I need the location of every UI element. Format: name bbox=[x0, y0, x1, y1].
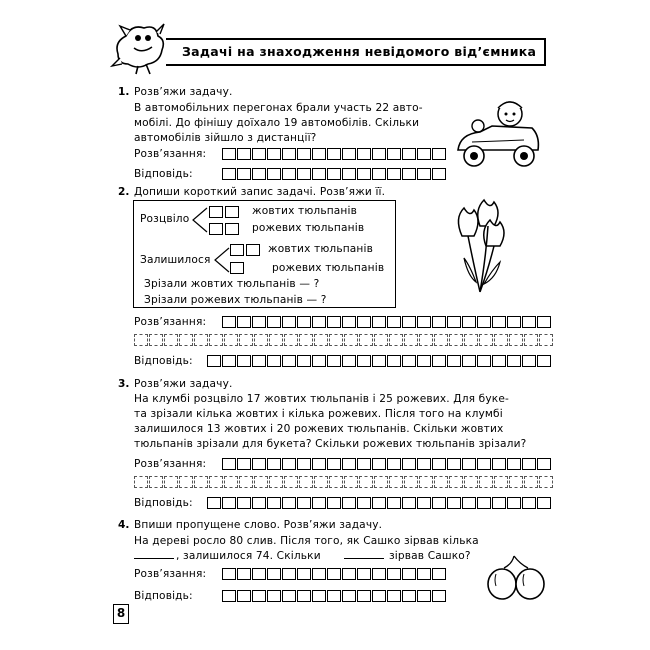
grid-cell[interactable] bbox=[374, 476, 388, 488]
grid-cell[interactable] bbox=[282, 355, 296, 367]
grid-cell[interactable] bbox=[402, 590, 416, 602]
grid-cell[interactable] bbox=[179, 334, 193, 346]
grid-cell[interactable] bbox=[269, 334, 283, 346]
grid-cell[interactable] bbox=[327, 458, 341, 470]
grid-cell[interactable] bbox=[237, 590, 251, 602]
grid-cell[interactable] bbox=[492, 355, 506, 367]
task1-answer-label: Відповідь: bbox=[134, 168, 193, 180]
grid-cell[interactable] bbox=[269, 476, 283, 488]
grid-cell[interactable] bbox=[432, 590, 446, 602]
grid-cell[interactable] bbox=[432, 148, 446, 160]
task2-instruction: Допиши короткий запис задачі. Розв’яжи її. bbox=[134, 186, 386, 198]
grid-cell[interactable] bbox=[327, 568, 341, 580]
grid-cell[interactable] bbox=[299, 476, 313, 488]
grid-cell[interactable] bbox=[357, 458, 371, 470]
page-number: 8 bbox=[113, 604, 129, 624]
grid-cell[interactable] bbox=[267, 568, 281, 580]
grid-cell[interactable] bbox=[267, 168, 281, 180]
grid-cell[interactable] bbox=[342, 355, 356, 367]
grid-cell[interactable] bbox=[447, 497, 461, 509]
grid-cell[interactable] bbox=[297, 497, 311, 509]
grid-cell[interactable] bbox=[387, 316, 401, 328]
grid-cell[interactable] bbox=[297, 316, 311, 328]
grid-cell[interactable] bbox=[282, 148, 296, 160]
grid-cell[interactable] bbox=[224, 476, 238, 488]
grid-cell[interactable] bbox=[372, 458, 386, 470]
grid-cell[interactable] bbox=[254, 476, 268, 488]
cut-yellow-line: Зрізали жовтих тюльпанів — ? bbox=[144, 278, 320, 290]
dragon-mascot-icon bbox=[108, 14, 170, 76]
left-red-cell[interactable] bbox=[230, 262, 244, 274]
left-yellow-cell[interactable] bbox=[230, 244, 244, 256]
grid-cell[interactable] bbox=[464, 476, 478, 488]
grid-cell[interactable] bbox=[237, 497, 251, 509]
grid-cell[interactable] bbox=[387, 355, 401, 367]
grid-cell[interactable] bbox=[387, 168, 401, 180]
grid-cell[interactable] bbox=[342, 168, 356, 180]
grid-cell[interactable] bbox=[237, 355, 251, 367]
grid-cell[interactable] bbox=[372, 590, 386, 602]
grid-cell[interactable] bbox=[492, 497, 506, 509]
brace-icon bbox=[189, 205, 209, 235]
grid-cell[interactable] bbox=[389, 334, 403, 346]
grid-cell[interactable] bbox=[312, 316, 326, 328]
grid-cell[interactable] bbox=[207, 497, 221, 509]
boy-in-car-icon bbox=[452, 92, 544, 174]
grid-cell[interactable] bbox=[297, 168, 311, 180]
grid-cell[interactable] bbox=[252, 148, 266, 160]
grid-cell[interactable] bbox=[387, 458, 401, 470]
task4-blank-2[interactable] bbox=[344, 546, 384, 559]
task3-number: 3. bbox=[118, 378, 130, 390]
grid-cell[interactable] bbox=[252, 355, 266, 367]
grid-cell[interactable] bbox=[327, 316, 341, 328]
grid-cell[interactable] bbox=[417, 590, 431, 602]
grid-cell[interactable] bbox=[342, 458, 356, 470]
grid-cell[interactable] bbox=[282, 316, 296, 328]
task1-text-line: В автомобільних перегонах брали участь 22 авто- bbox=[134, 102, 423, 114]
grid-cell[interactable] bbox=[509, 334, 523, 346]
grid-cell[interactable] bbox=[237, 148, 251, 160]
grid-cell[interactable] bbox=[357, 316, 371, 328]
left-yellow-label: жовтих тюльпанів bbox=[268, 243, 373, 255]
grid-cell[interactable] bbox=[297, 568, 311, 580]
grid-cell[interactable] bbox=[224, 334, 238, 346]
grid-cell[interactable] bbox=[404, 334, 418, 346]
grid-cell[interactable] bbox=[537, 316, 551, 328]
grid-cell[interactable] bbox=[267, 497, 281, 509]
grid-cell[interactable] bbox=[524, 334, 538, 346]
task4-text-line: зірвав Сашко? bbox=[389, 550, 471, 562]
grid-cell[interactable] bbox=[327, 590, 341, 602]
task2-solution-cells[interactable] bbox=[222, 316, 552, 328]
task3-text-line: та зрізали кілька жовтих і кілька рожевих. Після того на клумбі bbox=[134, 408, 503, 420]
grid-cell[interactable] bbox=[267, 458, 281, 470]
grid-cell[interactable] bbox=[419, 334, 433, 346]
grid-cell[interactable] bbox=[314, 334, 328, 346]
grid-cell[interactable] bbox=[507, 316, 521, 328]
grid-cell[interactable] bbox=[222, 590, 236, 602]
task3-answer-label: Відповідь: bbox=[134, 497, 193, 509]
grid-cell[interactable] bbox=[252, 458, 266, 470]
grid-cell[interactable] bbox=[477, 316, 491, 328]
grid-cell[interactable] bbox=[479, 476, 493, 488]
grid-cell[interactable] bbox=[417, 568, 431, 580]
grid-cell[interactable] bbox=[222, 458, 236, 470]
grid-cell[interactable] bbox=[507, 497, 521, 509]
grid-cell[interactable] bbox=[239, 334, 253, 346]
grid-cell[interactable] bbox=[387, 497, 401, 509]
grid-cell[interactable] bbox=[282, 458, 296, 470]
grid-cell[interactable] bbox=[402, 168, 416, 180]
task4-answer-cells[interactable] bbox=[222, 590, 447, 602]
grid-cell[interactable] bbox=[522, 458, 536, 470]
grid-cell[interactable] bbox=[372, 168, 386, 180]
grid-cell[interactable] bbox=[312, 148, 326, 160]
grid-cell[interactable] bbox=[222, 316, 236, 328]
grid-cell[interactable] bbox=[462, 497, 476, 509]
grid-cell[interactable] bbox=[372, 355, 386, 367]
grid-cell[interactable] bbox=[327, 355, 341, 367]
task3-solution-label: Розв’язання: bbox=[134, 458, 207, 470]
grid-cell[interactable] bbox=[252, 497, 266, 509]
grid-cell[interactable] bbox=[477, 458, 491, 470]
page-title: Задачі на знаходження невідомого від’ємника bbox=[182, 44, 537, 59]
grid-cell[interactable] bbox=[447, 316, 461, 328]
task1-solution-label: Розв’язання: bbox=[134, 148, 207, 160]
grid-cell[interactable] bbox=[357, 148, 371, 160]
grid-cell[interactable] bbox=[222, 568, 236, 580]
tulips-icon bbox=[440, 196, 520, 296]
grid-cell[interactable] bbox=[477, 497, 491, 509]
grid-cell[interactable] bbox=[222, 148, 236, 160]
grid-cell[interactable] bbox=[402, 458, 416, 470]
grid-cell[interactable] bbox=[312, 355, 326, 367]
grid-cell[interactable] bbox=[312, 458, 326, 470]
grid-cell[interactable] bbox=[297, 355, 311, 367]
grid-cell[interactable] bbox=[267, 355, 281, 367]
grid-cell[interactable] bbox=[282, 168, 296, 180]
grid-cell[interactable] bbox=[327, 497, 341, 509]
plums-icon bbox=[484, 552, 548, 602]
grid-cell[interactable] bbox=[179, 476, 193, 488]
grid-cell[interactable] bbox=[402, 316, 416, 328]
grid-cell[interactable] bbox=[342, 148, 356, 160]
grid-cell[interactable] bbox=[284, 334, 298, 346]
grid-cell[interactable] bbox=[237, 168, 251, 180]
grid-cell[interactable] bbox=[372, 148, 386, 160]
grid-cell[interactable] bbox=[462, 355, 476, 367]
task1-text-line: автомобілів зійшло з дистанції? bbox=[134, 132, 317, 144]
grid-cell[interactable] bbox=[417, 316, 431, 328]
grid-cell[interactable] bbox=[282, 568, 296, 580]
grid-cell[interactable] bbox=[492, 316, 506, 328]
grid-cell[interactable] bbox=[387, 568, 401, 580]
grid-cell[interactable] bbox=[134, 476, 148, 488]
planted-red-cell[interactable] bbox=[209, 223, 223, 235]
grid-cell[interactable] bbox=[507, 458, 521, 470]
grid-cell[interactable] bbox=[222, 168, 236, 180]
task4-blank-1[interactable] bbox=[134, 546, 174, 559]
planted-label: Розцвіло bbox=[140, 213, 190, 225]
grid-cell[interactable] bbox=[194, 334, 208, 346]
grid-cell[interactable] bbox=[329, 334, 343, 346]
grid-cell[interactable] bbox=[492, 458, 506, 470]
task2-solution-cells-row2[interactable] bbox=[134, 334, 554, 346]
grid-cell[interactable] bbox=[357, 590, 371, 602]
grid-cell[interactable] bbox=[329, 476, 343, 488]
grid-cell[interactable] bbox=[494, 334, 508, 346]
grid-cell[interactable] bbox=[417, 168, 431, 180]
grid-cell[interactable] bbox=[417, 458, 431, 470]
grid-cell[interactable] bbox=[149, 334, 163, 346]
task1-solution-cells[interactable] bbox=[222, 148, 447, 160]
task3-answer-cells[interactable] bbox=[207, 497, 552, 509]
brace-icon bbox=[211, 245, 231, 275]
grid-cell[interactable] bbox=[537, 497, 551, 509]
grid-cell[interactable] bbox=[522, 355, 536, 367]
grid-cell[interactable] bbox=[507, 355, 521, 367]
grid-cell[interactable] bbox=[432, 168, 446, 180]
grid-cell[interactable] bbox=[252, 168, 266, 180]
grid-cell[interactable] bbox=[252, 568, 266, 580]
grid-cell[interactable] bbox=[372, 316, 386, 328]
grid-cell[interactable] bbox=[194, 476, 208, 488]
grid-cell[interactable] bbox=[357, 355, 371, 367]
planted-red-label: рожевих тюльпанів bbox=[252, 222, 365, 234]
grid-cell[interactable] bbox=[402, 355, 416, 367]
task4-answer-label: Відповідь: bbox=[134, 590, 193, 602]
grid-cell[interactable] bbox=[164, 334, 178, 346]
left-red-label: рожевих тюльпанів bbox=[272, 262, 385, 274]
grid-cell[interactable] bbox=[537, 355, 551, 367]
task2-answer-cells[interactable] bbox=[207, 355, 552, 367]
grid-cell[interactable] bbox=[357, 168, 371, 180]
grid-cell[interactable] bbox=[297, 148, 311, 160]
grid-cell[interactable] bbox=[372, 497, 386, 509]
grid-cell[interactable] bbox=[237, 316, 251, 328]
grid-cell[interactable] bbox=[417, 355, 431, 367]
grid-cell[interactable] bbox=[522, 316, 536, 328]
task4-text-line: , залишилося 74. Скільки bbox=[176, 550, 321, 562]
grid-cell[interactable] bbox=[357, 568, 371, 580]
grid-cell[interactable] bbox=[434, 476, 448, 488]
grid-cell[interactable] bbox=[462, 458, 476, 470]
grid-cell[interactable] bbox=[312, 168, 326, 180]
grid-cell[interactable] bbox=[374, 334, 388, 346]
grid-cell[interactable] bbox=[509, 476, 523, 488]
grid-cell[interactable] bbox=[222, 497, 236, 509]
grid-cell[interactable] bbox=[282, 497, 296, 509]
grid-cell[interactable] bbox=[447, 355, 461, 367]
grid-cell[interactable] bbox=[312, 568, 326, 580]
grid-cell[interactable] bbox=[404, 476, 418, 488]
grid-cell[interactable] bbox=[524, 476, 538, 488]
grid-cell[interactable] bbox=[477, 355, 491, 367]
planted-red-cell[interactable] bbox=[225, 223, 239, 235]
task1-text-line: мобілі. До фінішу доїхало 19 автомобілів. Скільки bbox=[134, 117, 420, 129]
planted-yellow-cell[interactable] bbox=[225, 206, 239, 218]
grid-cell[interactable] bbox=[432, 458, 446, 470]
grid-cell[interactable] bbox=[387, 148, 401, 160]
grid-cell[interactable] bbox=[149, 476, 163, 488]
grid-cell[interactable] bbox=[449, 476, 463, 488]
task2-answer-label: Відповідь: bbox=[134, 355, 193, 367]
grid-cell[interactable] bbox=[237, 458, 251, 470]
task3-text-line: тюльпанів зрізали для букета? Скільки рожевих тюльпанів зрізали? bbox=[134, 438, 527, 450]
task1-answer-cells[interactable] bbox=[222, 168, 447, 180]
left-yellow-cell[interactable] bbox=[246, 244, 260, 256]
task3-solution-cells[interactable] bbox=[222, 458, 552, 470]
grid-cell[interactable] bbox=[537, 458, 551, 470]
grid-cell[interactable] bbox=[432, 568, 446, 580]
grid-cell[interactable] bbox=[464, 334, 478, 346]
planted-yellow-cell[interactable] bbox=[209, 206, 223, 218]
grid-cell[interactable] bbox=[222, 355, 236, 367]
grid-cell[interactable] bbox=[434, 334, 448, 346]
grid-cell[interactable] bbox=[359, 476, 373, 488]
grid-cell[interactable] bbox=[299, 334, 313, 346]
grid-cell[interactable] bbox=[342, 316, 356, 328]
grid-cell[interactable] bbox=[314, 476, 328, 488]
grid-cell[interactable] bbox=[327, 148, 341, 160]
grid-cell[interactable] bbox=[449, 334, 463, 346]
task1-number: 1. bbox=[118, 86, 130, 98]
grid-cell[interactable] bbox=[267, 316, 281, 328]
task4-text-line: На дереві росло 80 слив. Після того, як Сашко зірвав кілька bbox=[134, 535, 479, 547]
grid-cell[interactable] bbox=[327, 168, 341, 180]
grid-cell[interactable] bbox=[432, 355, 446, 367]
grid-cell[interactable] bbox=[267, 590, 281, 602]
grid-cell[interactable] bbox=[447, 458, 461, 470]
grid-cell[interactable] bbox=[344, 334, 358, 346]
grid-cell[interactable] bbox=[284, 476, 298, 488]
grid-cell[interactable] bbox=[417, 148, 431, 160]
grid-cell[interactable] bbox=[402, 497, 416, 509]
grid-cell[interactable] bbox=[254, 334, 268, 346]
task4-solution-cells[interactable] bbox=[222, 568, 447, 580]
grid-cell[interactable] bbox=[539, 476, 553, 488]
grid-cell[interactable] bbox=[134, 334, 148, 346]
task3-text-line: На клумбі розцвіло 17 жовтих тюльпанів і 25 рожевих. Для буке- bbox=[134, 393, 509, 405]
grid-cell[interactable] bbox=[402, 568, 416, 580]
grid-cell[interactable] bbox=[402, 148, 416, 160]
grid-cell[interactable] bbox=[312, 497, 326, 509]
task4-instruction: Впиши пропущене слово. Розв’яжи задачу. bbox=[134, 519, 383, 531]
task3-solution-cells-row2[interactable] bbox=[134, 476, 554, 488]
grid-cell[interactable] bbox=[342, 590, 356, 602]
task1-instruction: Розв’яжи задачу. bbox=[134, 86, 233, 98]
grid-cell[interactable] bbox=[359, 334, 373, 346]
grid-cell[interactable] bbox=[207, 355, 221, 367]
grid-cell[interactable] bbox=[344, 476, 358, 488]
grid-cell[interactable] bbox=[419, 476, 433, 488]
task4-number: 4. bbox=[118, 519, 130, 531]
grid-cell[interactable] bbox=[372, 568, 386, 580]
grid-cell[interactable] bbox=[252, 316, 266, 328]
task2-number: 2. bbox=[118, 186, 130, 198]
planted-yellow-label: жовтих тюльпанів bbox=[252, 205, 357, 217]
task4-solution-label: Розв’язання: bbox=[134, 568, 207, 580]
grid-cell[interactable] bbox=[479, 334, 493, 346]
grid-cell[interactable] bbox=[297, 458, 311, 470]
grid-cell[interactable] bbox=[239, 476, 253, 488]
grid-cell[interactable] bbox=[342, 568, 356, 580]
grid-cell[interactable] bbox=[462, 316, 476, 328]
grid-cell[interactable] bbox=[209, 334, 223, 346]
task3-instruction: Розв’яжи задачу. bbox=[134, 378, 233, 390]
grid-cell[interactable] bbox=[252, 590, 266, 602]
grid-cell[interactable] bbox=[237, 568, 251, 580]
grid-cell[interactable] bbox=[209, 476, 223, 488]
grid-cell[interactable] bbox=[522, 497, 536, 509]
task3-text-line: залишилося 13 жовтих і 20 рожевих тюльпанів. Скільки жовтих bbox=[134, 423, 504, 435]
grid-cell[interactable] bbox=[387, 590, 401, 602]
grid-cell[interactable] bbox=[494, 476, 508, 488]
grid-cell[interactable] bbox=[539, 334, 553, 346]
grid-cell[interactable] bbox=[164, 476, 178, 488]
grid-cell[interactable] bbox=[432, 497, 446, 509]
grid-cell[interactable] bbox=[282, 590, 296, 602]
grid-cell[interactable] bbox=[389, 476, 403, 488]
grid-cell[interactable] bbox=[267, 148, 281, 160]
grid-cell[interactable] bbox=[417, 497, 431, 509]
task2-solution-label: Розв’язання: bbox=[134, 316, 207, 328]
grid-cell[interactable] bbox=[432, 316, 446, 328]
grid-cell[interactable] bbox=[357, 497, 371, 509]
grid-cell[interactable] bbox=[297, 590, 311, 602]
left-label: Залишилося bbox=[140, 254, 211, 266]
grid-cell[interactable] bbox=[342, 497, 356, 509]
cut-red-line: Зрізали рожевих тюльпанів — ? bbox=[144, 294, 327, 306]
grid-cell[interactable] bbox=[312, 590, 326, 602]
